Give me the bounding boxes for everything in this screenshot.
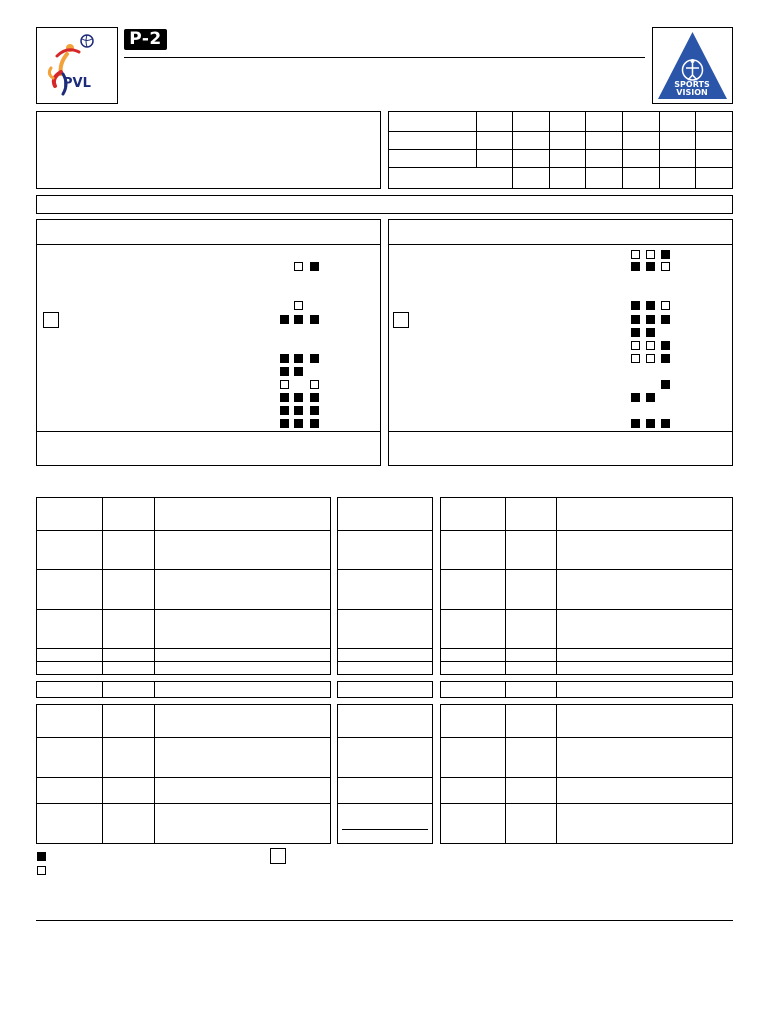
table-row-divider [337, 530, 433, 531]
separator-row-left [36, 681, 331, 698]
filled-square-icon [294, 315, 303, 324]
separator-row-middle [337, 681, 433, 698]
table-col-divider [154, 681, 155, 698]
team-b-footer-divider [388, 431, 733, 432]
filled-square-icon [631, 393, 640, 402]
score-col-divider [695, 111, 696, 189]
empty-square-icon [280, 380, 289, 389]
stats-table-middle-bottom [337, 704, 433, 844]
table-row-divider [36, 737, 331, 738]
score-col-divider [476, 111, 477, 167]
empty-square-icon [646, 341, 655, 350]
filled-square-icon [294, 406, 303, 415]
table-row-divider [337, 648, 433, 649]
filled-square-icon [646, 315, 655, 324]
score-col-divider [549, 111, 550, 189]
filled-square-icon [631, 315, 640, 324]
filled-square-icon [646, 262, 655, 271]
table-row-divider [337, 609, 433, 610]
score-col-divider [512, 111, 513, 189]
separator-row-right [440, 681, 733, 698]
score-col-divider [622, 111, 623, 189]
table-row-divider [36, 648, 331, 649]
filled-square-icon [310, 354, 319, 363]
table-row-divider [36, 569, 331, 570]
table-col-divider [154, 704, 155, 844]
filled-square-icon [631, 419, 640, 428]
empty-square-icon [661, 262, 670, 271]
team-a-footer-divider [36, 431, 381, 432]
empty-square-icon [631, 354, 640, 363]
table-row-divider [440, 661, 733, 662]
match-info-box [36, 111, 381, 189]
filled-square-icon [646, 393, 655, 402]
table-col-divider [102, 681, 103, 698]
filled-square-icon [646, 301, 655, 310]
form-code-badge: P-2 [124, 29, 167, 50]
table-row-divider [36, 530, 331, 531]
table-row-divider [440, 609, 733, 610]
header-rule [124, 57, 645, 58]
team-a-header-divider [36, 244, 381, 245]
filled-square-icon [294, 419, 303, 428]
filled-square-icon [661, 354, 670, 363]
table-row-divider [440, 737, 733, 738]
table-row-divider [36, 777, 331, 778]
filled-square-icon [661, 315, 670, 324]
filled-square-icon [310, 393, 319, 402]
filled-square-icon [280, 367, 289, 376]
filled-square-icon [631, 328, 640, 337]
filled-square-icon [294, 354, 303, 363]
filled-square-icon [310, 262, 319, 271]
legend-filled-square-icon [37, 852, 46, 861]
empty-square-icon [310, 380, 319, 389]
filled-square-icon [280, 406, 289, 415]
filled-square-icon [310, 315, 319, 324]
empty-square-icon [294, 301, 303, 310]
table-row-divider [440, 530, 733, 531]
filled-square-icon [310, 419, 319, 428]
table-row-divider [337, 661, 433, 662]
table-row-divider [337, 777, 433, 778]
team-b-header-divider [388, 244, 733, 245]
table-row-divider [440, 569, 733, 570]
table-row-divider [440, 803, 733, 804]
table-col-divider [505, 681, 506, 698]
score-col-divider [585, 111, 586, 189]
table-row-divider [440, 777, 733, 778]
score-row-divider [388, 167, 733, 168]
team-a-panel [36, 219, 381, 466]
filled-square-icon [631, 262, 640, 271]
legend-empty-square-icon [37, 866, 46, 875]
empty-square-icon [294, 262, 303, 271]
match-result-bar [36, 195, 733, 214]
table-row-divider [337, 569, 433, 570]
empty-square-icon [646, 250, 655, 259]
empty-square-icon [661, 301, 670, 310]
left-logo-frame [36, 27, 118, 104]
legend-big-empty-square-icon [270, 848, 286, 864]
stats-table-left-bottom [36, 704, 331, 844]
score-col-divider [659, 111, 660, 189]
table-col-divider [556, 681, 557, 698]
table-col-divider [102, 704, 103, 844]
filled-square-icon [646, 328, 655, 337]
table-row-divider [36, 609, 331, 610]
empty-square-icon [631, 341, 640, 350]
empty-square-icon [631, 250, 640, 259]
filled-square-icon [280, 315, 289, 324]
table-row-divider [36, 803, 331, 804]
footer-rule [36, 920, 733, 921]
signature-line [342, 829, 428, 830]
table-row-divider [337, 803, 433, 804]
set-score-table [388, 111, 733, 189]
sports-vision-line2: VISION [676, 88, 708, 97]
pvl-logo-icon [37, 28, 117, 103]
table-row-divider [36, 661, 331, 662]
filled-square-icon [294, 367, 303, 376]
filled-square-icon [294, 393, 303, 402]
empty-square-icon [646, 354, 655, 363]
filled-square-icon [280, 419, 289, 428]
filled-square-icon [661, 250, 670, 259]
table-row-divider [337, 737, 433, 738]
table-row-divider [440, 648, 733, 649]
table-col-divider [505, 704, 506, 844]
team-a-big-checkbox[interactable] [43, 312, 59, 328]
filled-square-icon [661, 419, 670, 428]
right-logo-frame [652, 27, 733, 104]
score-row-divider [388, 149, 733, 150]
filled-square-icon [280, 393, 289, 402]
filled-square-icon [280, 354, 289, 363]
filled-square-icon [646, 419, 655, 428]
team-b-big-checkbox[interactable] [393, 312, 409, 328]
filled-square-icon [661, 341, 670, 350]
pvl-logo-text: PVL [63, 76, 91, 91]
filled-square-icon [661, 380, 670, 389]
team-b-panel [388, 219, 733, 466]
filled-square-icon [631, 301, 640, 310]
sports-vision-line1: SPORTS [674, 80, 710, 89]
table-col-divider [556, 704, 557, 844]
filled-square-icon [310, 406, 319, 415]
score-row-divider [388, 131, 733, 132]
stats-table-right-bottom [440, 704, 733, 844]
